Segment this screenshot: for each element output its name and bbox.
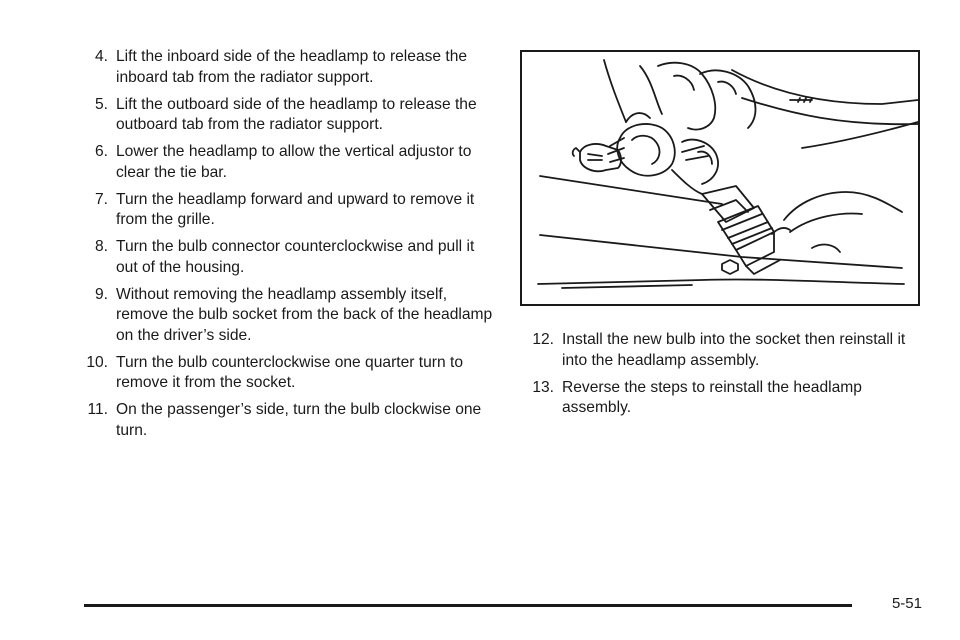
step-text: Install the new bulb into the socket then reinstall it into the headlamp assembly.	[562, 331, 906, 369]
step-text: Lift the outboard side of the headlamp to release the outboard tab from the radiator support.	[116, 95, 477, 133]
step-item	[74, 47, 496, 88]
step-number: 5.	[94, 95, 108, 113]
step-text: Lift the inboard side of the headlamp to release the inboard tab from the radiator support.	[116, 48, 468, 86]
step-number: 4.	[94, 48, 108, 65]
headlamp-bulb-removal-icon	[522, 52, 918, 304]
step-item	[520, 378, 920, 419]
step-item	[74, 95, 496, 136]
step-number: 8.	[94, 238, 108, 255]
step-number: 10.	[86, 353, 108, 371]
headlamp-bulb-illustration	[520, 50, 920, 306]
step-item	[74, 190, 496, 231]
footer-divider	[84, 604, 852, 607]
step-number: 6.	[94, 143, 108, 160]
step-item	[74, 400, 496, 441]
page-number: 5-51	[891, 595, 922, 612]
step-item	[74, 285, 496, 347]
step-text: Lower the headlamp to allow the vertical adjustor to clear the tie bar.	[116, 143, 472, 181]
step-number: 13.	[532, 378, 554, 396]
step-item	[74, 142, 496, 183]
step-number: 11.	[87, 401, 108, 418]
step-text: Turn the bulb connector counterclockwise and pull it out of the housing.	[116, 238, 475, 276]
step-text: Turn the bulb counterclockwise one quarter turn to remove it from the socket.	[116, 353, 464, 391]
step-number: 9.	[94, 285, 108, 303]
step-text: On the passenger’s side, turn the bulb clockwise one turn.	[116, 401, 482, 439]
step-text: Reverse the steps to reinstall the headlamp assembly.	[562, 378, 862, 416]
step-item	[74, 353, 496, 394]
right-column	[520, 330, 920, 425]
step-text: Without removing the headlamp assembly itself, remove the bulb socket from the back of the headlamp on the driver’s side.	[116, 285, 493, 344]
step-item	[520, 330, 920, 371]
steps-list-left	[74, 47, 496, 441]
steps-list-right	[520, 330, 920, 419]
step-item	[74, 237, 496, 278]
step-text: Turn the headlamp forward and upward to remove it from the grille.	[116, 190, 475, 228]
left-column	[74, 47, 496, 448]
step-number: 12.	[532, 331, 554, 348]
step-number: 7.	[94, 190, 108, 208]
